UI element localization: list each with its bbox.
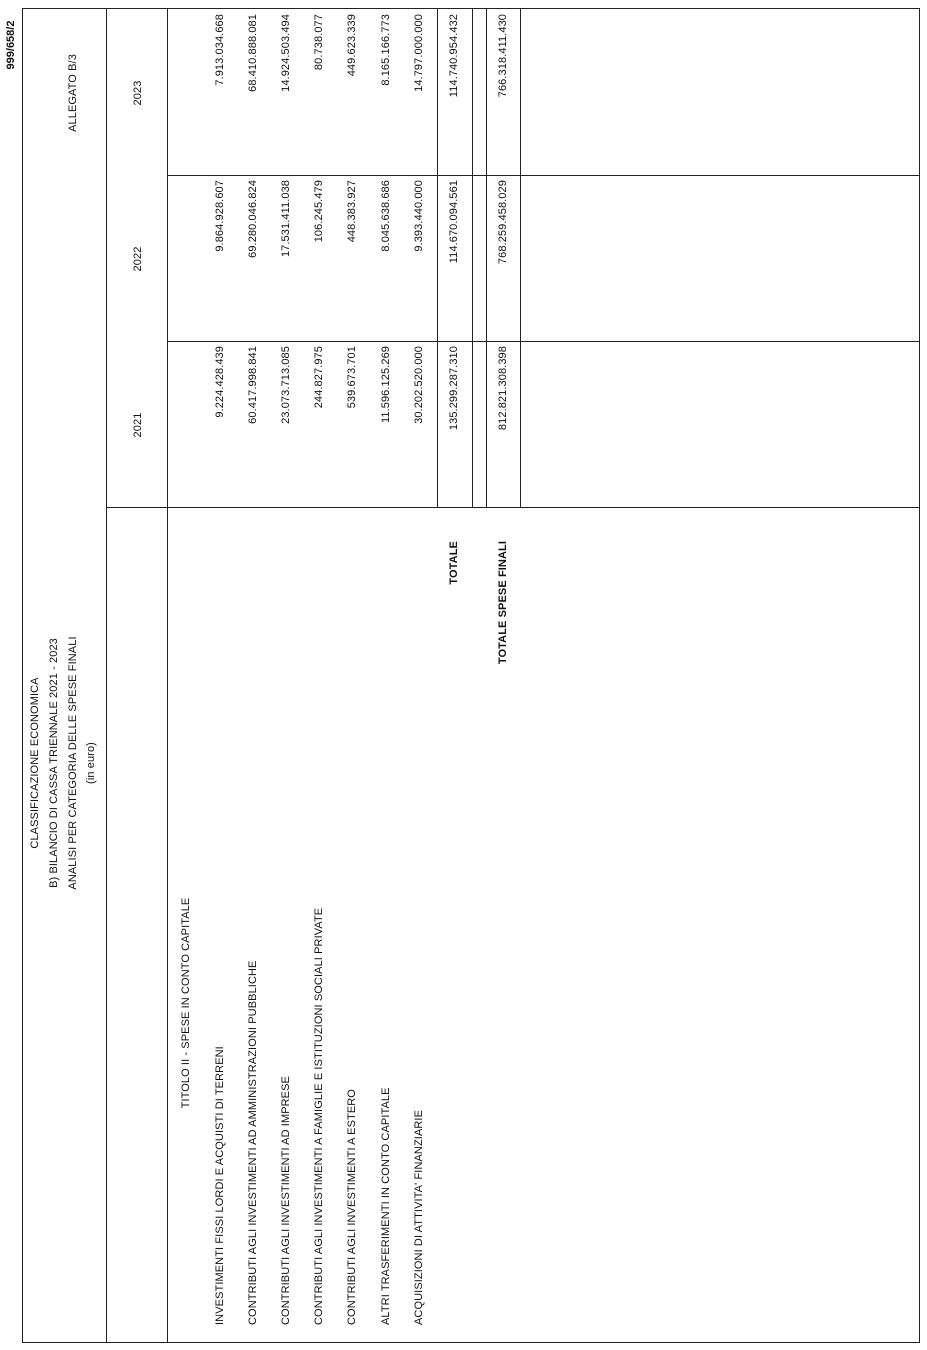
totale-rule-top — [437, 8, 438, 508]
row-value-2022: 9.393.440.000 — [413, 180, 425, 252]
totale-spese-finali-label: TOTALE SPESE FINALI — [497, 541, 509, 665]
totale-value-2023: 114.740.954.432 — [448, 14, 460, 98]
row-label: ALTRI TRASFERIMENTI IN CONTO CAPITALE — [380, 1087, 392, 1325]
row-value-2021: 244.827.975 — [313, 346, 325, 409]
row-value-2023: 14.797.000.000 — [413, 14, 425, 92]
totale-value-2021: 135.299.287.310 — [448, 346, 460, 431]
row-value-2021: 30.202.520.000 — [413, 346, 425, 424]
row-value-2021: 23.073.713.085 — [280, 346, 292, 424]
column-header-divider — [167, 8, 168, 1343]
row-value-2023: 7.913.034.668 — [214, 14, 226, 86]
finali-rule-top — [486, 8, 487, 508]
column-header-2021: 2021 — [132, 412, 144, 438]
row-label: INVESTIMENTI FISSI LORDI E ACQUISTI DI TERRENI — [214, 1046, 226, 1325]
row-value-2021: 60.417.998.841 — [247, 346, 259, 424]
col-divider-label — [106, 507, 920, 508]
row-value-2022: 106.245.479 — [313, 180, 325, 243]
finali-rule-bottom — [520, 8, 521, 508]
row-value-2023: 68.410.888.081 — [247, 14, 259, 92]
totale-spese-finali-2022: 768.259.458.029 — [497, 180, 509, 265]
column-header-2023: 2023 — [132, 80, 144, 106]
row-value-2022: 448.383.927 — [346, 180, 358, 243]
row-value-2021: 11.596.125.269 — [380, 346, 392, 424]
totale-label: TOTALE — [448, 541, 460, 585]
header-line2: B) BILANCIO DI CASSA TRIENNALE 2021 - 2023 — [48, 638, 60, 888]
row-value-2022: 8.045.638.686 — [380, 180, 392, 252]
row-value-2023: 80.738.077 — [313, 14, 325, 71]
row-label: CONTRIBUTI AGLI INVESTIMENTI A ESTERO — [346, 1089, 358, 1325]
col-divider-2022 — [167, 175, 920, 176]
row-label: CONTRIBUTI AGLI INVESTIMENTI A FAMIGLIE E ISTITUZIONI SOCIALI PRIVATE — [313, 907, 325, 1325]
document-table — [22, 8, 920, 1343]
row-value-2022: 69.280.046.824 — [247, 180, 259, 258]
page-code-text: 999/658/2 — [5, 20, 17, 70]
allegato-label: ALLEGATO B/3 — [67, 54, 79, 132]
totale-rule-bottom — [472, 8, 473, 508]
column-header-2022: 2022 — [132, 246, 144, 272]
totale-spese-finali-2021: 812.821.308.398 — [497, 346, 509, 431]
row-value-2021: 9.224.428.439 — [214, 346, 226, 418]
row-label: ACQUISIZIONI DI ATTIVITA' FINANZIARIE — [413, 1109, 425, 1325]
row-value-2022: 9.864.928.607 — [214, 180, 226, 252]
page-code — [0, 0, 22, 90]
section-title: TITOLO II - SPESE IN CONTO CAPITALE — [180, 897, 192, 1109]
col-divider-2021 — [167, 341, 920, 342]
row-value-2023: 449.623.339 — [346, 14, 358, 77]
row-label: CONTRIBUTI AGLI INVESTIMENTI AD IMPRESE — [280, 1076, 292, 1325]
totale-spese-finali-2023: 766.318.411.430 — [497, 14, 509, 98]
row-value-2021: 539.673.701 — [346, 346, 358, 409]
row-value-2023: 14.924.503.494 — [280, 14, 292, 92]
header-line1: CLASSIFICAZIONE ECONOMICA — [29, 677, 41, 849]
header-divider — [106, 8, 107, 1343]
totale-value-2022: 114.670.094.561 — [448, 180, 460, 264]
row-label: CONTRIBUTI AGLI INVESTIMENTI AD AMMINISTRAZIONI PUBBLICHE — [247, 960, 259, 1325]
header-line4: (in euro) — [85, 742, 97, 784]
header-line3: ANALISI PER CATEGORIA DELLE SPESE FINALI — [67, 636, 79, 890]
table-border — [22, 8, 920, 1343]
row-value-2023: 8.165.166.773 — [380, 14, 392, 86]
row-value-2022: 17.531.411.038 — [280, 180, 292, 258]
